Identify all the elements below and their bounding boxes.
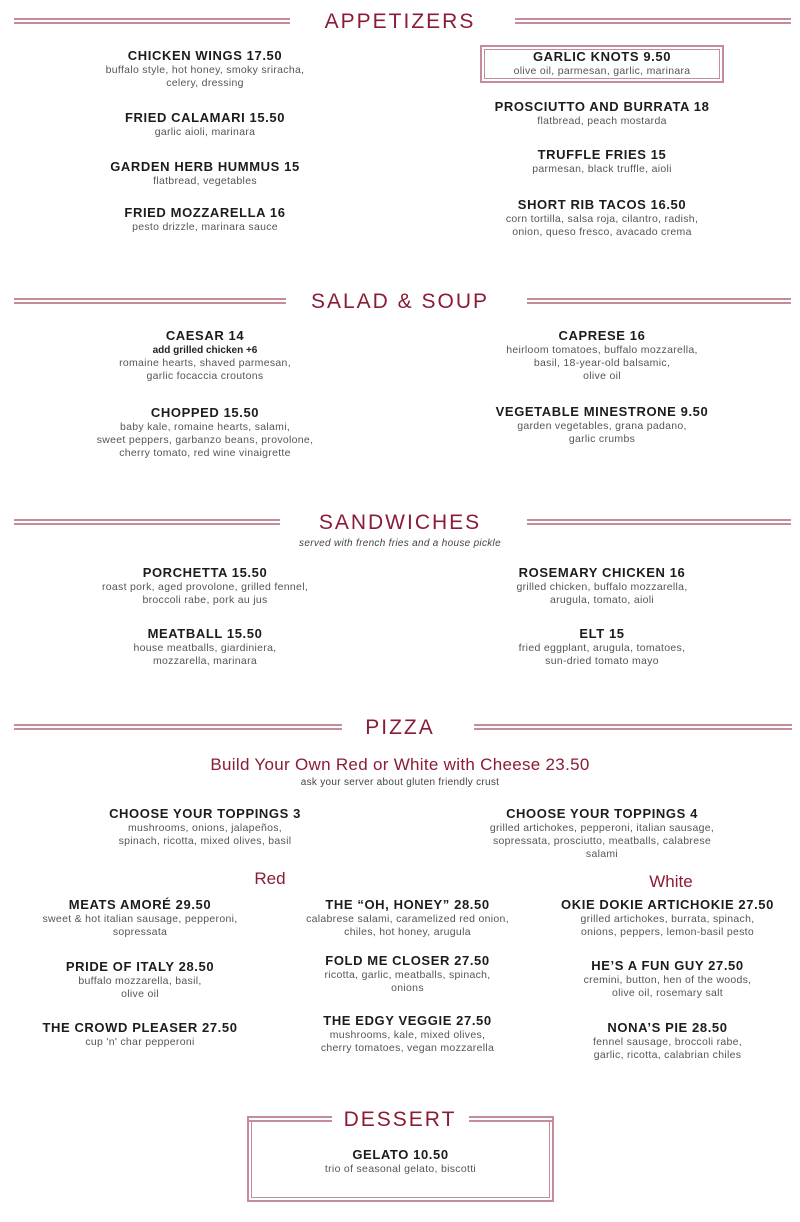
menu-item bbox=[15, 110, 395, 139]
menu-item bbox=[270, 1013, 545, 1055]
menu-item bbox=[410, 99, 794, 128]
item-name: CHOOSE YOUR TOPPINGS 4 bbox=[506, 806, 698, 821]
item-name: SHORT RIB TACOS 16.50 bbox=[517, 197, 687, 212]
item-name: MEATBALL 15.50 bbox=[147, 626, 263, 641]
section-title: DESSERT bbox=[343, 1108, 457, 1131]
menu-item bbox=[410, 147, 794, 176]
item-desc: olive oil, parmesan, garlic, marinara bbox=[513, 65, 691, 77]
item-desc: garden vegetables, grana padano, garlic crumbs bbox=[517, 420, 687, 445]
item-name: CHICKEN WINGS 17.50 bbox=[127, 48, 283, 63]
menu-item bbox=[5, 1020, 275, 1049]
menu-item bbox=[15, 565, 395, 607]
sandwiches-header bbox=[0, 509, 800, 539]
item-desc: roast pork, aged provolone, grilled fennel, broccoli rabe, pork au jus bbox=[101, 581, 309, 606]
item-name: HE’S A FUN GUY 27.50 bbox=[591, 958, 744, 973]
menu-item bbox=[15, 405, 395, 460]
header-rule-right bbox=[469, 1116, 554, 1122]
item-name: CAESAR 14 bbox=[165, 328, 245, 343]
item-desc: heirloom tomatoes, buffalo mozzarella, basil, 18-year-old balsamic, olive oil bbox=[506, 344, 698, 382]
toppings-item bbox=[15, 806, 395, 848]
section-title: APPETIZERS bbox=[324, 10, 476, 33]
item-desc: fried eggplant, arugula, tomatoes, sun-dried tomato mayo bbox=[518, 642, 686, 667]
salad-header bbox=[0, 288, 800, 318]
menu-item bbox=[15, 328, 395, 383]
dessert-header bbox=[0, 1106, 800, 1136]
item-name: VEGETABLE MINESTRONE 9.50 bbox=[495, 404, 709, 419]
toppings-item bbox=[410, 806, 794, 861]
menu-item bbox=[5, 959, 275, 1001]
menu-item bbox=[15, 159, 395, 188]
item-name: GARLIC KNOTS 9.50 bbox=[532, 49, 672, 64]
menu-item bbox=[410, 197, 794, 239]
header-rule-right bbox=[527, 298, 791, 304]
red-label: Red bbox=[254, 869, 286, 888]
menu-item-featured bbox=[410, 49, 794, 78]
item-desc: cup 'n' char pepperoni bbox=[85, 1036, 195, 1048]
item-desc: house meatballs, giardiniera, mozzarella, marinara bbox=[133, 642, 277, 667]
section-title: SANDWICHES bbox=[318, 511, 482, 534]
item-name: PRIDE OF ITALY 28.50 bbox=[65, 959, 215, 974]
header-rule-right bbox=[474, 724, 792, 730]
menu-item bbox=[410, 404, 794, 446]
item-name: FRIED MOZZARELLA 16 bbox=[124, 205, 286, 220]
item-name: FOLD ME CLOSER 27.50 bbox=[325, 953, 490, 968]
item-desc: baby kale, romaine hearts, salami, sweet peppers, garbanzo beans, provolone, cherry tomato, red wine vinaigrette bbox=[96, 421, 314, 459]
item-name: PORCHETTA 15.50 bbox=[142, 565, 268, 580]
item-desc: fennel sausage, broccoli rabe, garlic, ricotta, calabrian chiles bbox=[592, 1036, 743, 1061]
item-desc: cremini, button, hen of the woods, olive oil, rosemary salt bbox=[583, 974, 752, 999]
item-name: GELATO 10.50 bbox=[352, 1147, 449, 1162]
section-title: SALAD & SOUP bbox=[310, 290, 490, 313]
menu-item bbox=[270, 953, 545, 995]
item-desc: grilled artichokes, burrata, spinach, onions, peppers, lemon-basil pesto bbox=[580, 913, 755, 938]
appetizers-header bbox=[0, 8, 800, 38]
item-desc: pesto drizzle, marinara sauce bbox=[132, 221, 278, 233]
menu-item bbox=[410, 565, 794, 607]
item-name: THE “OH, HONEY” 28.50 bbox=[325, 897, 490, 912]
item-desc: garlic aioli, marinara bbox=[154, 126, 256, 138]
item-name: CHOPPED 15.50 bbox=[150, 405, 260, 420]
section-note: served with french fries and a house pickle bbox=[299, 538, 501, 549]
item-name: TRUFFLE FRIES 15 bbox=[537, 147, 667, 162]
menu-item bbox=[247, 1147, 554, 1176]
item-desc: mushrooms, onions, jalapeños, spinach, ricotta, mixed olives, basil bbox=[118, 822, 292, 847]
item-desc: flatbread, peach mostarda bbox=[537, 115, 667, 127]
build-your-own-title: Build Your Own Red or White with Cheese 23.50 bbox=[210, 755, 590, 774]
pizza-header bbox=[0, 714, 800, 744]
item-name: OKIE DOKIE ARTICHOKIE 27.50 bbox=[561, 897, 774, 912]
menu-item bbox=[15, 48, 395, 90]
item-name: ROSEMARY CHICKEN 16 bbox=[518, 565, 686, 580]
menu-item bbox=[410, 626, 794, 668]
item-desc: mushrooms, kale, mixed olives, cherry tomatoes, vegan mozzarella bbox=[320, 1029, 495, 1054]
item-desc: grilled artichokes, pepperoni, italian sausage, sopressata, prosciutto, meatballs, calabrese salami bbox=[489, 822, 715, 860]
item-name: PROSCIUTTO AND BURRATA 18 bbox=[494, 99, 710, 114]
item-name: MEATS AMORÉ 29.50 bbox=[68, 897, 212, 912]
item-name: FRIED CALAMARI 15.50 bbox=[124, 110, 286, 125]
item-name: NONA’S PIE 28.50 bbox=[607, 1020, 728, 1035]
item-desc: grilled chicken, buffalo mozzarella, arugula, tomato, aioli bbox=[516, 581, 688, 606]
item-name: GARDEN HERB HUMMUS 15 bbox=[110, 159, 300, 174]
item-desc: romaine hearts, shaved parmesan, garlic focaccia croutons bbox=[119, 357, 291, 382]
menu-item bbox=[410, 328, 794, 383]
menu-item bbox=[535, 897, 800, 939]
section-title: PIZZA bbox=[365, 716, 435, 739]
menu-item bbox=[15, 205, 395, 234]
item-name: THE EDGY VEGGIE 27.50 bbox=[323, 1013, 492, 1028]
menu-item bbox=[15, 626, 395, 668]
menu-item bbox=[535, 1020, 800, 1062]
gluten-note: ask your server about gluten friendly crust bbox=[300, 777, 500, 788]
item-desc: ricotta, garlic, meatballs, spinach, onions bbox=[324, 969, 491, 994]
item-name: CAPRESE 16 bbox=[558, 328, 646, 343]
item-desc: trio of seasonal gelato, biscotti bbox=[324, 1163, 477, 1175]
menu-item bbox=[5, 897, 275, 939]
item-desc: buffalo style, hot honey, smoky sriracha, celery, dressing bbox=[105, 64, 305, 89]
item-desc: corn tortilla, salsa roja, cilantro, radish, onion, queso fresco, avacado crema bbox=[505, 213, 699, 238]
item-addon: add grilled chicken +6 bbox=[152, 345, 258, 356]
item-name: CHOOSE YOUR TOPPINGS 3 bbox=[109, 806, 301, 821]
item-desc: calabrese salami, caramelized red onion, chiles, hot honey, arugula bbox=[306, 913, 509, 938]
header-rule-right bbox=[527, 519, 791, 525]
white-label: White bbox=[649, 872, 693, 891]
item-desc: flatbread, vegetables bbox=[153, 175, 257, 187]
menu-item bbox=[535, 958, 800, 1000]
item-desc: sweet & hot italian sausage, pepperoni, sopressata bbox=[42, 913, 238, 938]
item-desc: parmesan, black truffle, aioli bbox=[532, 163, 672, 175]
header-rule-right bbox=[515, 18, 791, 24]
menu-item bbox=[270, 897, 545, 939]
item-desc: buffalo mozzarella, basil, olive oil bbox=[78, 975, 202, 1000]
item-name: THE CROWD PLEASER 27.50 bbox=[42, 1020, 238, 1035]
item-name: ELT 15 bbox=[579, 626, 625, 641]
